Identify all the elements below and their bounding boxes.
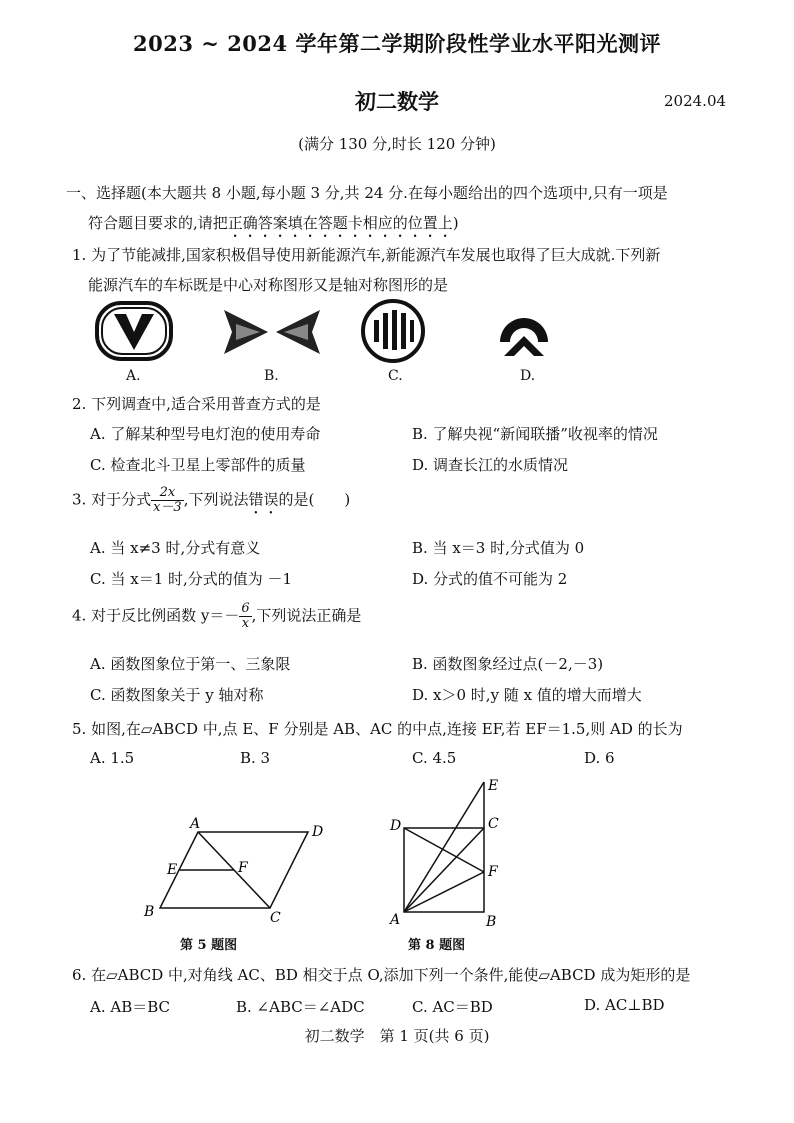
q5-stem: 5. 如图,在▱ABCD 中,点 E、F 分别是 AB、AC 的中点,连接 EF,若 EF＝1.5,则 AD 的长为	[72, 720, 683, 738]
q3-stem	[72, 486, 350, 518]
page-footer: 初二数学 第 1 页(共 6 页)	[304, 1027, 490, 1045]
q1-stem-line1: 1. 为了节能减排,国家积极倡导使用新能源汽车,新能源汽车发展也取得了巨大成就.下列新	[72, 246, 661, 264]
fig8-point-d: D	[390, 818, 402, 834]
q4-option-a: A. 函数图象位于第一、三象限	[90, 655, 291, 673]
q2-option-a: A. 了解某种型号电灯泡的使用寿命	[90, 425, 321, 443]
fig8-diagonal-ac	[404, 828, 484, 912]
q6-option-d: D. AC⊥BD	[584, 996, 665, 1014]
q4-fraction-numerator: 6	[241, 601, 250, 616]
q3-option-b: B. 当 x＝3 时,分式值为 0	[412, 539, 585, 557]
q3-stem-pre: 3. 对于分式	[72, 490, 152, 509]
section-heading-post: )	[452, 214, 459, 232]
fig8-point-c: C	[488, 816, 499, 832]
exam-date: 2024.04	[664, 92, 727, 110]
q4-fraction-denominator: x	[241, 616, 250, 631]
q2-stem: 2. 下列调查中,适合采用普查方式的是	[72, 395, 321, 413]
q3-option-c: C. 当 x＝1 时,分式的值为 －1	[90, 570, 293, 588]
figure-5-caption: 第 5 题图	[180, 938, 238, 953]
q1-stem-line2: 能源汽车的车标既是中心对称图形又是轴对称图形的是	[88, 276, 449, 294]
section-heading-line2	[88, 212, 459, 241]
subject-title: 初二数学	[355, 89, 439, 114]
section-heading-emphasis: 正确答案填在答题卡相应的位置上	[227, 214, 453, 232]
fig8-point-a: A	[390, 912, 401, 928]
fig5-point-d: D	[312, 824, 324, 840]
q1-label-b: B.	[264, 368, 279, 384]
fig5-point-c: C	[270, 910, 281, 924]
figure-5-diagram	[140, 812, 340, 924]
q3-fraction-numerator: 2x	[151, 486, 184, 501]
q5-option-a: A. 1.5	[90, 749, 135, 767]
car-logo-d-icon	[496, 312, 552, 358]
q2-option-c: C. 检查北斗卫星上零部件的质量	[90, 456, 306, 474]
section-heading-pre: 符合题目要求的,请把	[88, 214, 228, 232]
q4-option-d: D. x＞0 时,y 随 x 值的增大而增大	[412, 686, 642, 704]
fig5-point-f: F	[238, 860, 248, 876]
score-info: (满分 130 分,时长 120 分钟)	[298, 135, 496, 153]
car-logo-a-icon	[94, 300, 174, 362]
figure-8-caption: 第 8 题图	[408, 938, 466, 953]
fig8-segment-df	[404, 828, 484, 872]
q6-option-c: C. AC＝BD	[412, 998, 493, 1016]
q5-option-c: C. 4.5	[412, 749, 457, 767]
q2-option-b: B. 了解央视“新闻联播”收视率的情况	[412, 425, 658, 443]
fig5-point-e: E	[167, 862, 178, 878]
q3-stem-post: 的是( )	[278, 490, 351, 509]
q1-label-d: D.	[520, 368, 536, 384]
exam-title: 2023 ~ 2024 学年第二学期阶段性学业水平阳光测评	[133, 31, 661, 56]
q4-stem	[72, 602, 361, 631]
q4-fraction	[239, 602, 251, 631]
q4-option-c: C. 函数图象关于 y 轴对称	[90, 686, 264, 704]
q3-stem-mid: ,下列说法	[183, 490, 249, 509]
q2-option-d: D. 调查长江的水质情况	[412, 456, 569, 474]
fig5-point-b: B	[144, 904, 155, 920]
q5-option-d: D. 6	[584, 749, 615, 767]
q6-stem: 6. 在▱ABCD 中,对角线 AC、BD 相交于点 O,添加下列一个条件,能使▱ABCD 成为矩形的是	[72, 966, 691, 984]
q3-option-a: A. 当 x≠3 时,分式有意义	[90, 539, 261, 557]
car-logo-c-icon	[360, 298, 426, 364]
q6-option-b: B. ∠ABC＝∠ADC	[236, 998, 365, 1016]
fig5-point-a: A	[190, 816, 201, 832]
q4-option-b: B. 函数图象经过点(－2,－3)	[412, 655, 604, 673]
q6-option-a: A. AB＝BC	[90, 998, 171, 1016]
q3-option-d: D. 分式的值不可能为 2	[412, 570, 568, 588]
figure-8-diagram	[386, 776, 506, 932]
fig8-point-e: E	[488, 778, 499, 794]
q3-stem-emphasis: 错误	[248, 490, 279, 509]
car-logo-b-icon	[222, 306, 322, 358]
q1-label-c: C.	[388, 368, 403, 384]
q3-fraction-denominator: x－3	[153, 500, 182, 515]
q1-label-a: A.	[126, 368, 141, 384]
fig8-point-f: F	[488, 864, 498, 880]
q3-fraction	[151, 486, 184, 515]
q4-stem-pre: 4. 对于反比例函数 y＝－	[72, 606, 240, 625]
section-heading-line1: 一、选择题(本大题共 8 小题,每小题 3 分,共 24 分.在每小题给出的四个选项中,只有一项是	[66, 184, 668, 202]
fig8-point-b: B	[486, 914, 497, 930]
q5-option-b: B. 3	[240, 749, 271, 767]
q4-stem-post: ,下列说法正确是	[251, 606, 362, 625]
